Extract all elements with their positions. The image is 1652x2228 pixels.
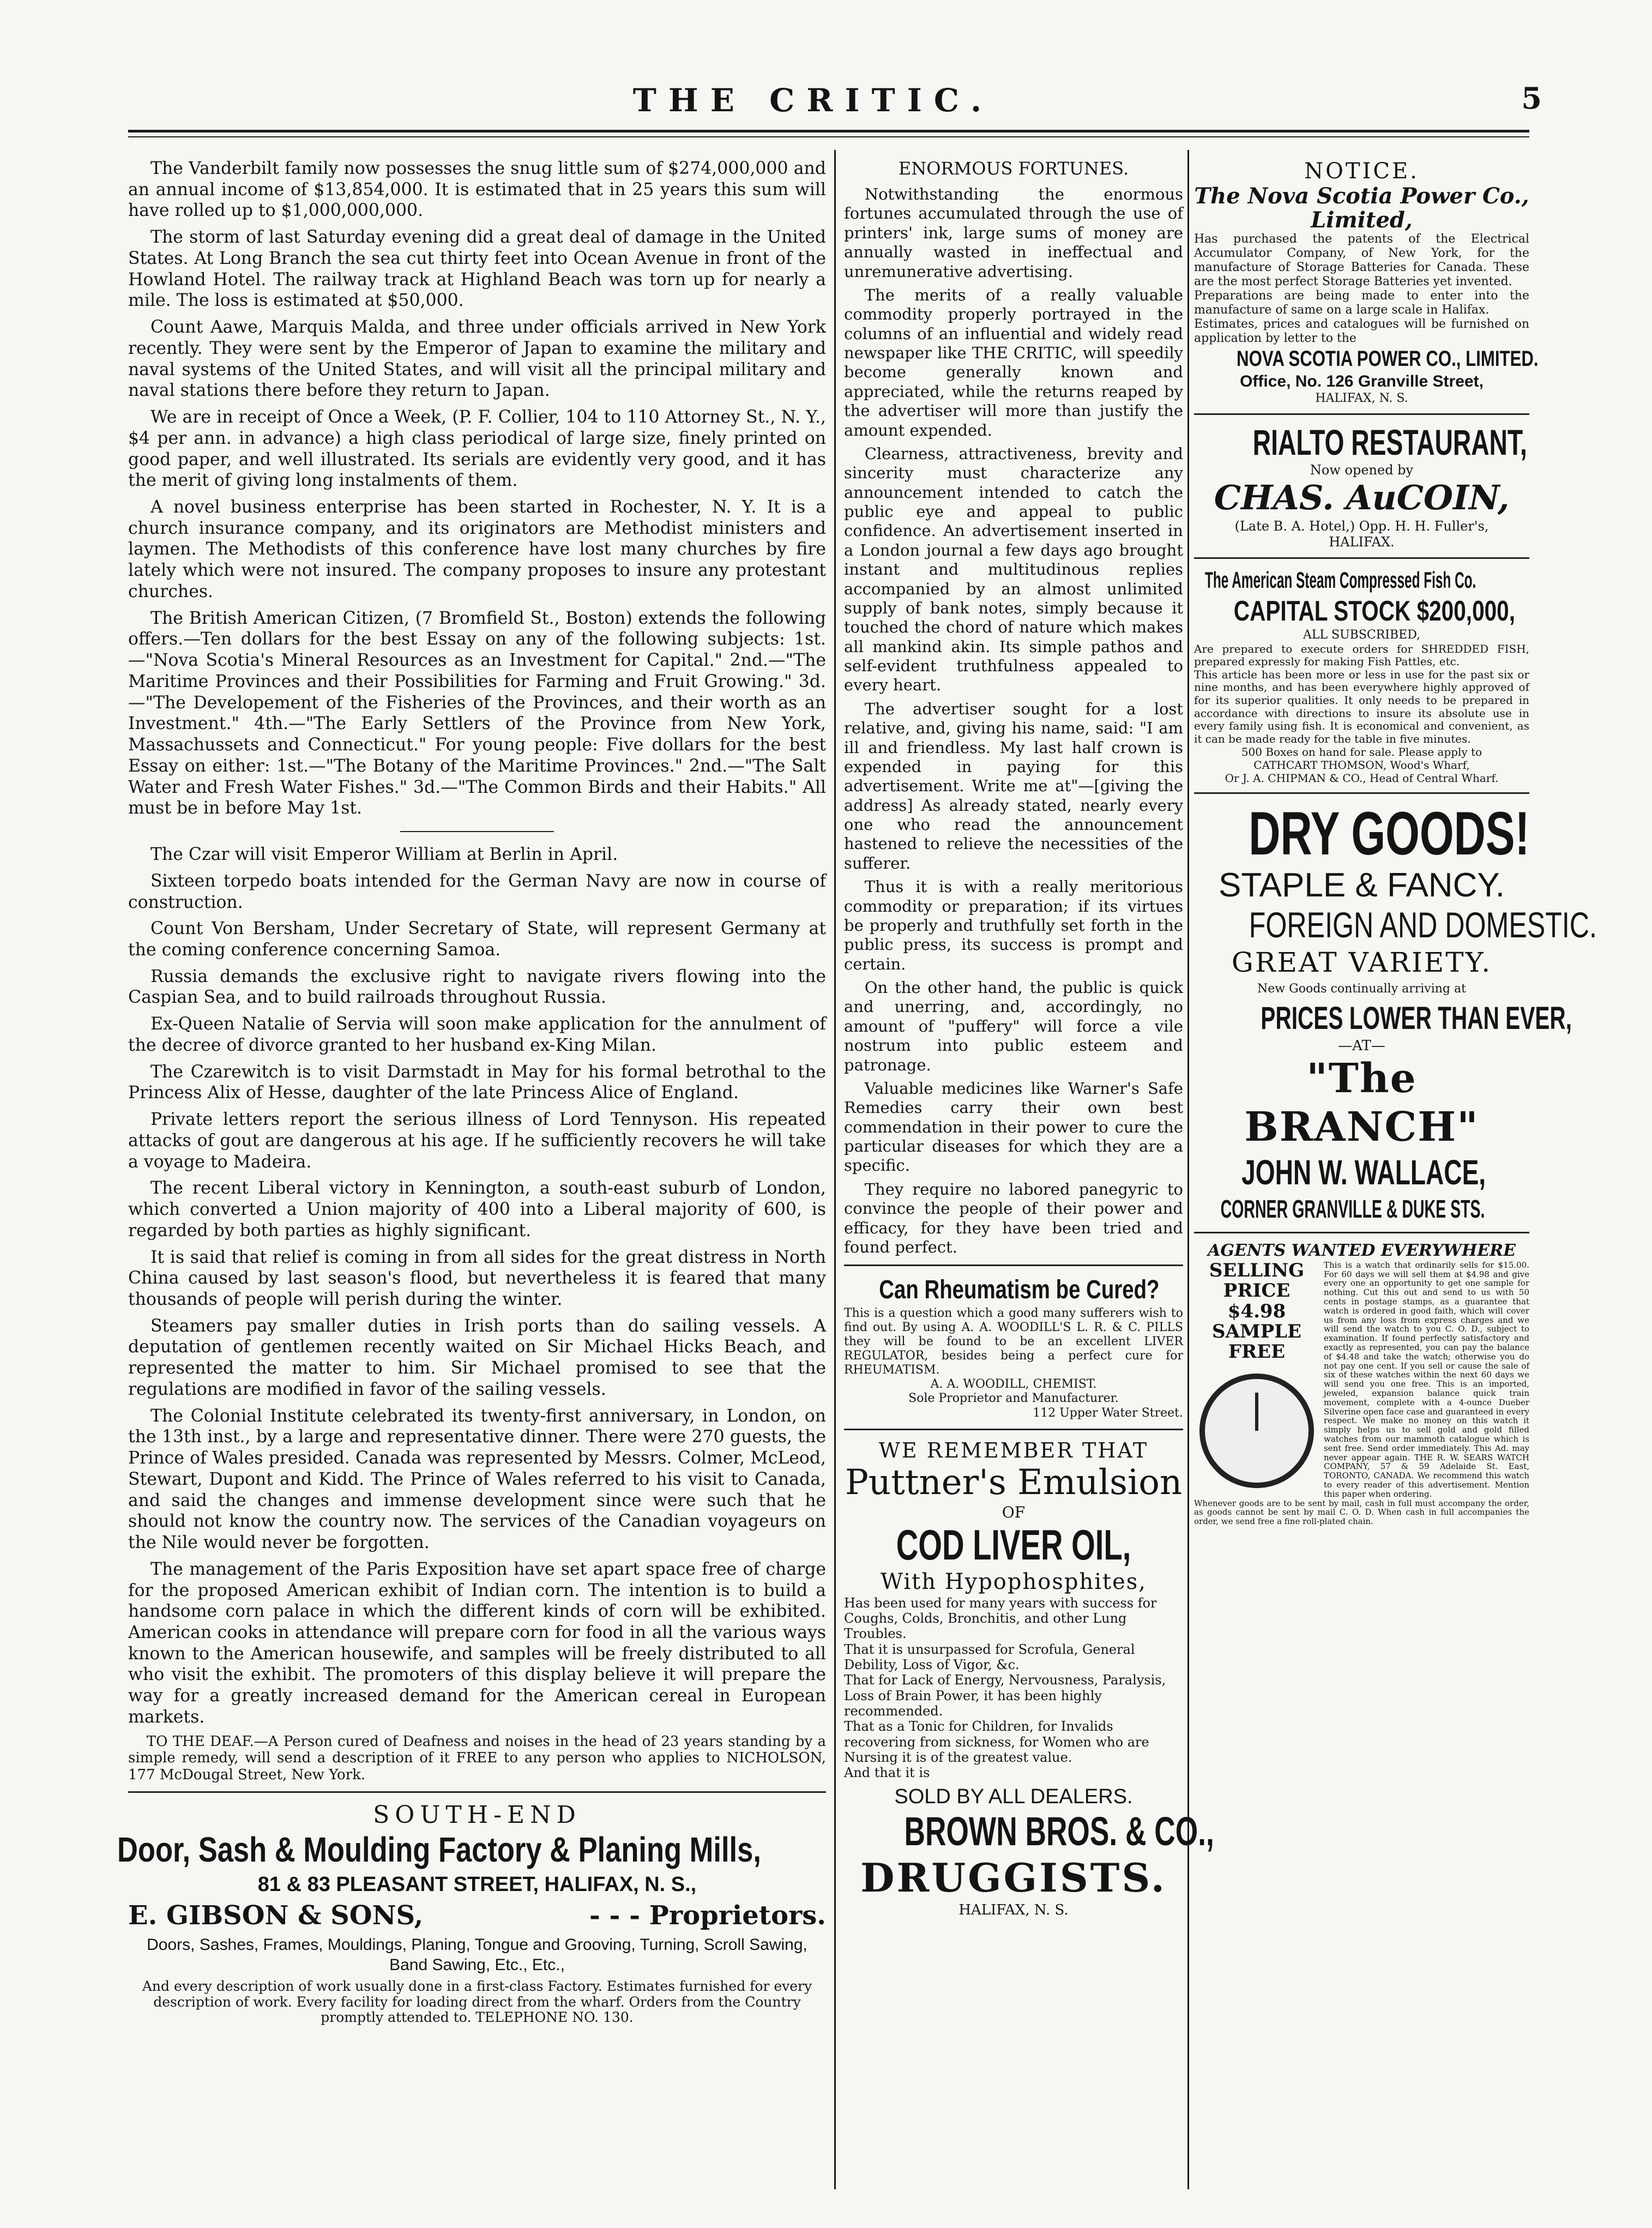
- news-paragraph: We are in receipt of Once a Week, (P. F. Collier, 104 to 110 Attorney St., N. Y., $4 per ann. in advance) a high class periodical of large size, finely printed on good paper, and well illustrated. Its serials are evidently very good, and it has the merit of giving long instalments of them.: [128, 407, 826, 491]
- news-paragraph: Count Von Bersham, Under Secretary of State, will represent Germany at the coming conference concerning Samoa.: [128, 919, 826, 960]
- masthead-title: THE CRITIC.: [632, 82, 994, 119]
- column-divider-2: [1187, 150, 1189, 2189]
- editorial-paragraph: Valuable medicines like Warner's Safe Remedies carry their own best commendation in their power to cure the particular diseases for which they are a specific.: [844, 1079, 1183, 1175]
- ad-rialto-owner: CHAS. AuCOIN,: [1214, 478, 1510, 518]
- ad-notice-body3: Estimates, prices and catalogues will be furnished on application by letter to the: [1194, 317, 1529, 345]
- ad-watch-foot: Whenever goods are to be sent by mail, cash in full must accompany the order, as goods cannot be sent by mail C. O. D. When cash in full accompanies the order, we send free a fine roll-plated chain.: [1194, 1498, 1529, 1527]
- ad-dry-goods-l1-text: DRY GOODS!: [1249, 799, 1530, 868]
- ad-rheumatism: [844, 1274, 1183, 1421]
- news-paragraph: Steamers pay smaller duties in Irish ports than do sailing vessels. A deputation of gentlemen recently waited on Sir Michael Hicks Beach, and represented the matter to him. Sir Michael promised to see that the regulations are modified in favor of the sailing vessels.: [128, 1316, 826, 1399]
- ad-south-end-services: Doors, Sashes, Frames, Mouldings, Planing, Tongue and Grooving, Turning, Scroll Sawing, Band Sawing, Etc., Etc.,: [147, 1936, 807, 1974]
- news-block-b: [128, 844, 826, 1784]
- editorial-paragraph: Thus it is with a really meritorious commodity or preparation; if its virtues be properly and truthfully set forth in the public press, its success is prompt and certain.: [844, 877, 1183, 973]
- news-paragraph: A novel business enterprise has been started in Rochester, N. Y. It is a church insurance company, and its originators are Methodist ministers and laymen. The Methodists of this conference have lost many churches by fire lately which were not insured. The company proposes to insure any protestant churches.: [128, 497, 826, 601]
- ad-rheumatism-sig1: A. A. WOODILL, CHEMIST.: [930, 1377, 1097, 1391]
- ad-fish-contact1: CATHCART THOMSON, Wood's Wharf,: [1253, 758, 1470, 772]
- ad-puttner-l12: [844, 1808, 1214, 1854]
- ad-separator: [1194, 557, 1529, 559]
- ad-rialto-title: [1194, 423, 1529, 462]
- ad-fish-capital: [1194, 594, 1529, 628]
- ad-south-end-footer: And every description of work usually done in a first-class Factory. Estimates furnished for every description of work. Every facility for loading direct from the wharf. Orders from the Country promptly attended to. TELEPHONE NO. 130.: [142, 1978, 812, 2026]
- news-paragraph: The recent Liberal victory in Kennington, a south-east suburb of London, which converted a Union majority of 400 into a Liberal majority of 600, is regarded by both parties as highly significant.: [128, 1178, 826, 1241]
- ad-notice-company: The Nova Scotia Power Co., Limited,: [1194, 183, 1529, 233]
- ad-fish-body: Are prepared to execute orders for SHREDDED FISH, prepared expressly for making Fish Pattles, etc.: [1194, 642, 1529, 669]
- ad-notice-city: HALIFAX, N. S.: [1315, 391, 1408, 405]
- deaf-notice: TO THE DEAF.—A Person cured of Deafness and noises in the head of 23 years standing by a simple remedy, will send a description of it FREE to any person who applies to NICHOLSON, 177 McDougal Street, New York.: [128, 1733, 826, 1784]
- news-paragraph: The Czarewitch is to visit Darmstadt in May for his formal betrothal to the Princess Alix of Hesse, daughter of the late Princess Alice of England.: [128, 1062, 826, 1103]
- ad-puttner-l7: That it is unsurpassed for Scrofula, General Debility, Loss of Vigor, &c.: [844, 1641, 1135, 1673]
- ad-rialto-city: HALIFAX.: [1329, 534, 1395, 550]
- ad-rialto-sub: Now opened by: [1310, 462, 1414, 478]
- ad-fish-subscribed: ALL SUBSCRIBED,: [1303, 628, 1421, 642]
- ad-dry-goods-l6: [1194, 999, 1572, 1038]
- ad-dry-goods-l8: "The BRANCH": [1244, 1055, 1479, 1151]
- page-number: 5: [1521, 81, 1542, 116]
- ad-fish-capital-text: CAPITAL STOCK $200,000,: [1233, 595, 1516, 627]
- editorial-title: ENORMOUS FORTUNES.: [898, 158, 1129, 179]
- ad-notice: [1194, 158, 1539, 406]
- ad-puttner-l5: With Hypophosphites,: [880, 1569, 1147, 1594]
- ad-notice-name-text: NOVA SCOTIA POWER CO., LIMITED.: [1237, 346, 1539, 371]
- news-paragraph: The British American Citizen, (7 Bromfield St., Boston) extends the following offers.—Ten dollars for the best Essay on any of the following subjects: 1st.—"Nova Scotia's Mineral Resources as an Investment for Capital." 2nd.—"The Maritime Provinces and their Possibilities for Farming and Fruit Growing." 3d.—"The Developement of the Fisheries of the Provinces, and their worth as an Investment." 4th.—"The Early Settlers of the Province from New York, Massachussets and Connecticut." For young people: Five dollars for the best Essay on either: 1st.—"The Botany of the Maritime Provinces." 2nd.—"The Salt Water and Fresh Water Fishes." 3d.—"The Common Birds and their Habits." All must be in before May 1st.: [128, 608, 826, 818]
- ad-puttner-l12-text: BROWN BROS. & CO.,: [904, 1808, 1214, 1854]
- ad-puttner-l6: Has been used for many years with success for Coughs, Colds, Bronchitis, and other Lung Troubles.: [844, 1595, 1157, 1642]
- ad-dry-goods-l3: [1194, 905, 1597, 946]
- ad-south-end-proprietors: [128, 1900, 826, 1932]
- ad-south-end-headline-text: Door, Sash & Moulding Factory & Planing Mills,: [117, 1829, 761, 1869]
- ad-dry-goods-l9-text: JOHN W. WALLACE,: [1241, 1152, 1486, 1192]
- editorial-paragraph: The merits of a really valuable commodity properly portrayed in the columns of an influential and widely read newspaper like THE CRITIC, will speedily become generally known and appreciated, while the returns reaped by the advertiser will more than justify the amount expended.: [844, 285, 1183, 439]
- ad-separator: [844, 1429, 1183, 1430]
- ad-south-end-label: SOUTH-END: [373, 1801, 581, 1829]
- ad-puttner-l8: That for Lack of Energy, Nervousness, Paralysis, Loss of Brain Power, it has been highly recommended.: [844, 1672, 1166, 1719]
- ad-watch-price: SELLING PRICE $4.98 SAMPLE FREE: [1209, 1259, 1305, 1363]
- ad-puttner-l2: Puttner's Emulsion: [845, 1462, 1183, 1503]
- news-paragraph: The management of the Paris Exposition have set apart space free of charge for the proposed American exhibit of Indian corn. The intention is to build a handsome corn palace in which the different kinds of corn will be exhibited. American cooks in attendance will prepare corn for food in all the various ways known to the American housewife, and samples will be freely distributed to all who visit the exhibit. The promoters of this display believe it will prepare the way for a greatly increased demand for the American cereal in European markets.: [128, 1559, 826, 1727]
- column-editorial: [844, 158, 1214, 2192]
- column-advertisements: [1194, 158, 1597, 2192]
- news-paragraph: The Vanderbilt family now possesses the snug little sum of $274,000,000 and an annual income of $13,854,000. It is estimated that in 25 years this sum will have rolled up to $1,000,000,000.: [128, 159, 826, 221]
- ad-watch-price-block: [1194, 1261, 1319, 1499]
- ad-dry-goods-l4: GREAT VARIETY.: [1231, 947, 1492, 979]
- ad-rheumatism-title-text: Can Rheumatism be Cured?: [879, 1275, 1160, 1305]
- ad-dry-goods-l2: STAPLE & FANCY.: [1219, 866, 1505, 904]
- news-paragraph: Russia demands the exclusive right to navigate rivers flowing into the Caspian Sea, and to build railroads throughout Russia.: [128, 966, 826, 1008]
- ad-dry-goods-l10: [1194, 1194, 1529, 1224]
- news-paragraph: Count Aawe, Marquis Malda, and three under officials arrived in New York recently. They were sent by the Emperor of Japan to examine the military and naval systems of the United States, and will visit all the principal military and naval stations there before they return to Japan.: [128, 317, 826, 401]
- ad-notice-body2: Preparations are being made to enter into the manufacture of same on a large scale in Halifax.: [1194, 288, 1529, 317]
- ad-fish-contact2: Or J. A. CHIPMAN & CO., Head of Central Wharf.: [1225, 772, 1499, 785]
- column-news: [117, 158, 826, 2181]
- ad-south-end-headline: [117, 1829, 826, 1870]
- editorial-paragraph: The advertiser sought for a lost relative, and, giving his name, said: "I am ill and friendless. My last half crown is expended in paying for this advertisement. Write me at"—[giving the address] As already stated, nearly every one who read the announcement hastened to relieve the necessities of the sufferer.: [844, 699, 1183, 872]
- ad-watch-body: This is a watch that ordinarily sells for $15.00. For 60 days we will sell them at $4.98 and give every one an opportunity to get one sample for nothing. Cut this out and send to us with 50 cents in postage stamps, as a guarantee that watch is ordered in good faith, which will cover us from any loss from express charges and we will send the watch to you C. O. D., subject to examination. If found perfectly satisfactory and exactly as represented, you can pay the balance of $4.48 and take the watch; otherwise you do not pay one cent. If you sell or cause the sale of six of these watches within the next 60 days we will send you one free. This is an imported, jeweled, expansion balance quick train movement, complete with a 4-ounce Dueber Silverine open face case and guaranteed in every respect. We make no money on this watch it simply helps us to sell gold and gold filled watches from our mammoth catalogue which is sent free. Send order immediately. This Ad. may never appear again. THE R. W. SEARS WATCH COMPANY, 57 & 59 Adelaide St. East, TORONTO, CANADA. We recommend this watch to every reader of this advertisement. Mention this paper when ordering.: [1324, 1260, 1529, 1499]
- news-block-a: [128, 158, 826, 819]
- ad-watch-illustration: [1194, 1261, 1529, 1499]
- editorial-paragraph: They require no labored panegyric to convince the people of their power and efficacy, for they have been tried and found perfect.: [844, 1179, 1183, 1256]
- ad-rheumatism-body: This is a question which a good many sufferers wish to find out. By using A. A. WOODILL'S L. R. & C. PILLS they will be found to be an excellent LIVER REGULATOR, besides being a perfect cure for RHEUMATISM.: [844, 1306, 1183, 1377]
- ad-separator: [844, 1264, 1183, 1266]
- ad-dry-goods-l7: —AT—: [1338, 1038, 1385, 1055]
- section-separator: [400, 831, 554, 832]
- ad-puttner: [844, 1438, 1214, 1919]
- ad-dry-goods: [1194, 799, 1597, 1224]
- ad-puttner-l10: And that it is: [844, 1765, 930, 1781]
- ad-watch: [1194, 1241, 1529, 1526]
- ad-watch-head: AGENTS WANTED EVERYWHERE: [1208, 1241, 1516, 1260]
- header-rule: [128, 130, 1529, 133]
- ad-puttner-l11: SOLD BY ALL DEALERS.: [894, 1785, 1133, 1808]
- ad-dry-goods-l9: [1194, 1152, 1529, 1194]
- ad-fish-title: [1194, 567, 1529, 594]
- watch-icon: [1199, 1374, 1314, 1488]
- ad-fish-title-text: The American Steam Compressed Fish Co.: [1205, 567, 1476, 593]
- news-paragraph: The Colonial Institute celebrated its twenty-first anniversary, in London, on the 13th inst., by a large and representative dinner. There were 270 guests, the Prince of Wales presided. Canada was represented by Messrs. Colmer, McLeod, Stewart, Dupont and Kidd. The Prince of Wales referred to his visit to Canada, and said the changes and immense development since were such that he should not know the country now. The services of the Canadian voyageurs on the Nile would never be forgotten.: [128, 1406, 826, 1553]
- ad-dry-goods-l6-text: PRICES LOWER THAN EVER,: [1261, 1001, 1572, 1037]
- ad-separator: [1194, 792, 1529, 794]
- ad-fish-boxes: 500 Boxes on hand for sale. Please apply to: [1241, 745, 1482, 759]
- ad-notice-body: Has purchased the patents of the Electrical Accumulator Company, of New York, for the manufacture of Storage Batteries for Canada. These are the most perfect Storage Batteries yet invented.: [1194, 232, 1529, 288]
- ad-puttner-l9: That as a Tonic for Children, for Invalids recovering from sickness, for Women who are Nursing it is of the greatest value.: [844, 1719, 1149, 1765]
- ad-rialto-title-text: RIALTO RESTAURANT,: [1252, 422, 1527, 463]
- news-paragraph: Sixteen torpedo boats intended for the German Navy are now in course of construction.: [128, 871, 826, 912]
- ad-rheumatism-sig3: 112 Upper Water Street.: [1033, 1406, 1183, 1420]
- ad-dry-goods-l3-text: FOREIGN AND DOMESTIC.: [1249, 905, 1597, 946]
- ad-puttner-l1: WE REMEMBER THAT: [878, 1438, 1149, 1463]
- ad-rheumatism-title: [844, 1274, 1183, 1306]
- ad-south-end-proprietors-label: - - - Proprietors.: [589, 1900, 826, 1931]
- ad-rialto: [1194, 423, 1529, 550]
- ad-south-end: [117, 1801, 826, 2026]
- news-paragraph: Private letters report the serious illness of Lord Tennyson. His repeated attacks of gout are dangerous at his age. If he sufficiently recovers he will take a voyage to Madeira.: [128, 1110, 826, 1172]
- header-rule-thin: [128, 136, 1529, 137]
- ad-puttner-l3: OF: [1002, 1503, 1026, 1522]
- ad-south-end-firm: E. GIBSON & SONS,: [128, 1900, 424, 1931]
- ad-rialto-late: (Late B. A. Hotel,) Opp. H. H. Fuller's,: [1234, 518, 1489, 534]
- editorial-paragraph: Notwithstanding the enormous fortunes accumulated through the use of printers' ink, large sums of money are annually wasted in ineffectual and unremunerative advertising.: [844, 185, 1183, 281]
- ad-puttner-l13: DRUGGISTS.: [860, 1854, 1167, 1901]
- ad-rheumatism-sig2: Sole Proprietor and Manufacturer.: [908, 1392, 1119, 1406]
- column-divider-1: [834, 150, 836, 2189]
- ad-puttner-l4-text: COD LIVER OIL,: [896, 1521, 1131, 1569]
- editorial-paragraph: Clearness, attractiveness, brevity and sincerity must characterize any announcement intended to catch the public eye and appeal to public confidence. An advertisement inserted in a London journal a few days ago brought instant and multitudinous replies accompanied by an almost unlimited supply of bank notes, simply because it touched the chord of nature which makes all mankind akin. Its simple pathos and self-evident truthfulness appealed to every heart.: [844, 444, 1183, 695]
- ad-dry-goods-l10-text: CORNER GRANVILLE & DUKE STS.: [1220, 1194, 1485, 1223]
- news-paragraph: It is said that relief is coming in from all sides for the great distress in North China caused by last season's flood, but nevertheless it is feared that many thousands of people will perish during the winter.: [128, 1247, 826, 1309]
- ad-fish: [1194, 567, 1529, 785]
- ad-south-end-address: 81 & 83 PLEASANT STREET, HALIFAX, N. S.,: [257, 1873, 697, 1896]
- ad-separator: [1194, 1232, 1529, 1233]
- ad-puttner-l14: HALIFAX, N. S.: [958, 1902, 1069, 1919]
- ad-notice-name: [1194, 346, 1539, 372]
- ad-separator: [128, 1791, 826, 1793]
- ad-dry-goods-l1: [1194, 799, 1530, 868]
- ad-puttner-l4: [844, 1522, 1183, 1569]
- ad-separator: [1194, 413, 1529, 415]
- news-paragraph: Ex-Queen Natalie of Servia will soon make application for the annulment of the decree of divorce granted to her husband ex-King Milan.: [128, 1014, 826, 1055]
- editorial-paragraph: On the other hand, the public is quick and unerring, and, accordingly, no amount of "puffery" will force a vile nostrum into public esteem and patronage.: [844, 978, 1183, 1074]
- ad-notice-title: NOTICE.: [1304, 159, 1419, 184]
- news-paragraph: The storm of last Saturday evening did a great deal of damage in the United States. At Long Branch the sea cut thirty feet into Ocean Avenue in front of the Howland Hotel. The railway track at Highland Beach was torn up for nearly a mile. The loss is estimated at $50,000.: [128, 227, 826, 311]
- ad-dry-goods-l5: New Goods continually arriving at: [1257, 982, 1466, 996]
- ad-notice-office: Office, No. 126 Granville Street,: [1240, 372, 1484, 390]
- news-paragraph: The Czar will visit Emperor William at Berlin in April.: [150, 845, 618, 865]
- ad-fish-body2: This article has been more or less in use for the past six or nine months, and has been everywhere highly approved of for its superior qualities. It only needs to be prepared in accordance with directions to insure its absolute use in every family using fish. It is economical and convenient, as it can be made ready for the table in five minutes.: [1194, 667, 1529, 745]
